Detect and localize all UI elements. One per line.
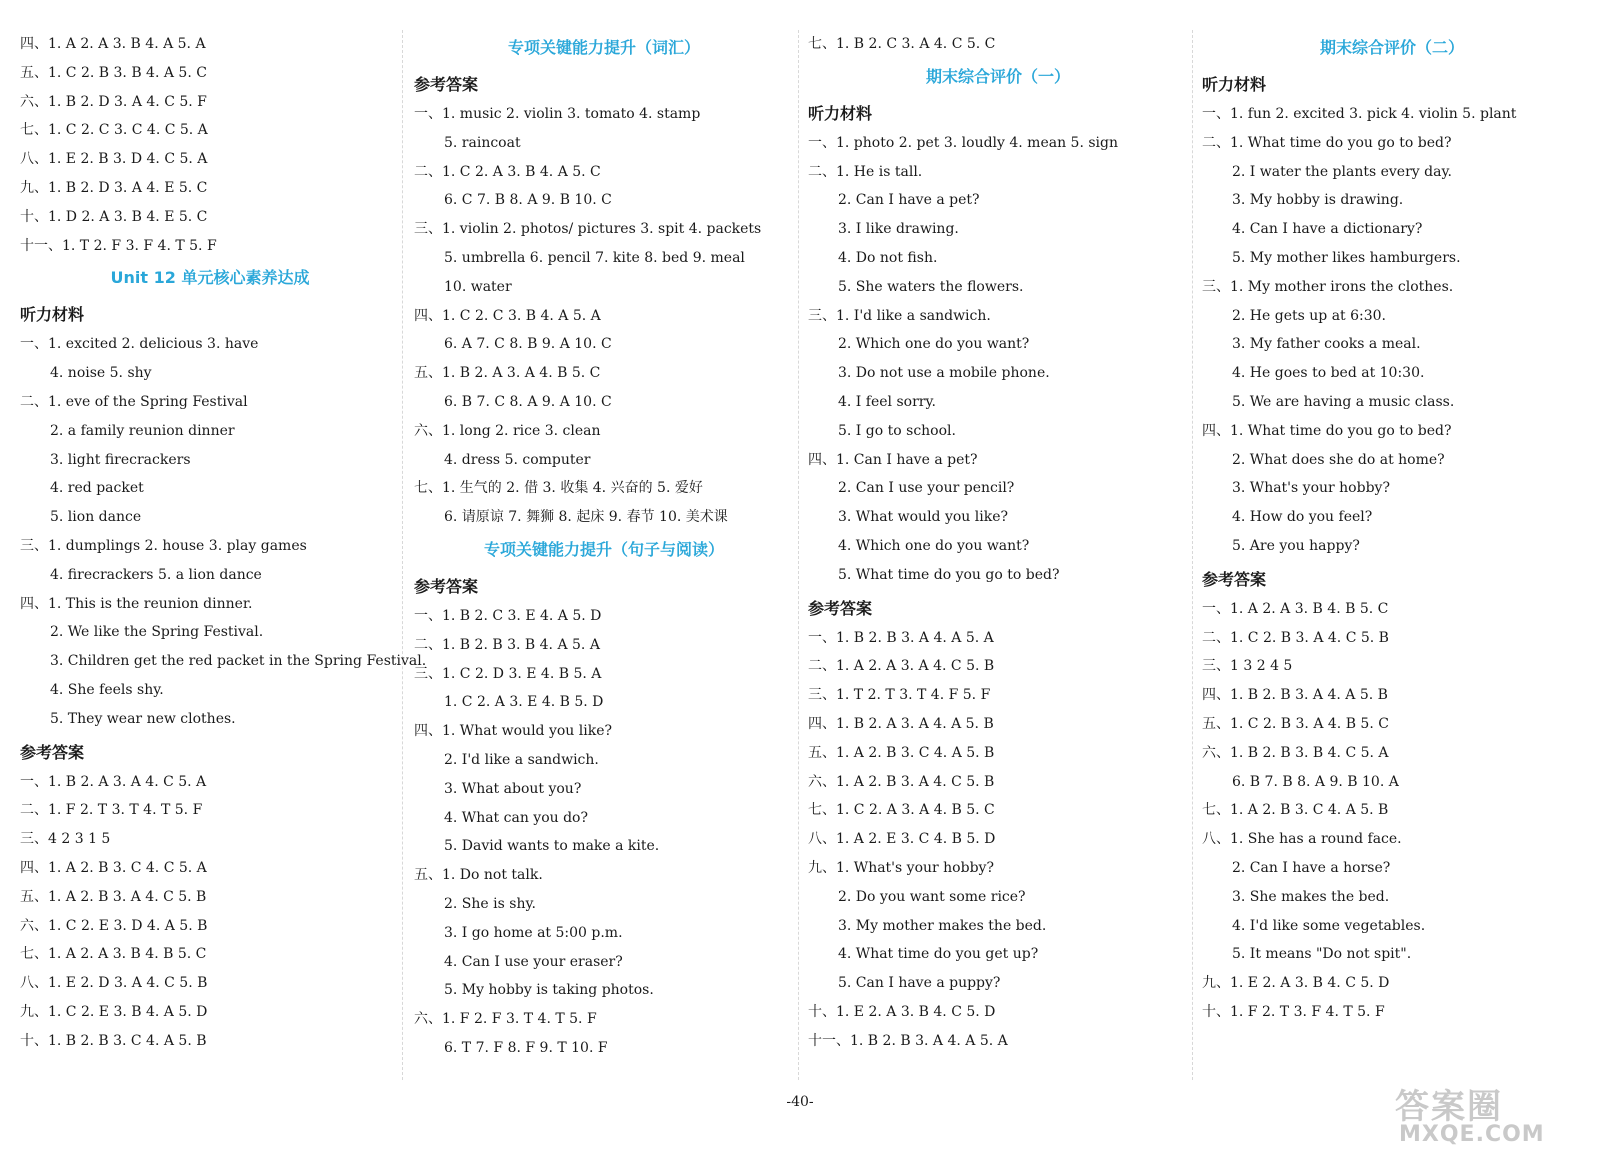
answer-line: 2. Do you want some rice? [838,888,1026,905]
answer-line: 5. We are having a music class. [1232,393,1455,410]
answer-line: 三、4 2 3 1 5 [20,831,111,848]
answer-line: 3. Children get the red packet in the Spring Festival. [50,653,427,670]
answer-line: 4. Do not fish. [838,249,938,266]
answer-line: 五、1. Do not talk. [414,867,543,884]
answer-line: 5. She waters the flowers. [838,278,1024,295]
answer-line: 2. She is shy. [444,895,536,912]
answer-line: 3. light firecrackers [50,451,191,468]
column-3 [808,30,1188,1056]
answer-line: 五、1. B 2. A 3. A 4. B 5. C [414,365,601,382]
listening-heading: 听力材料 [20,305,85,325]
answer-line: 6. A 7. C 8. B 9. A 10. C [444,336,612,353]
answer-line: 3. She makes the bed. [1232,888,1390,905]
answer-line: 5. My hobby is taking photos. [444,982,654,999]
answer-line: 一、1. fun 2. excited 3. pick 4. violin 5. plant [1202,106,1517,122]
answer-line: 6. B 7. C 8. A 9. A 10. C [444,393,612,410]
answers-heading: 参考答案 [414,75,479,94]
answer-line: 十、1. F 2. T 3. F 4. T 5. F [1202,1003,1385,1020]
listening-list [1202,100,1582,561]
answer-line: 4. What time do you get up? [838,946,1039,963]
answer-line: 5. raincoat [444,134,521,151]
answer-line: 六、1. B 2. D 3. A 4. C 5. F [20,93,207,110]
answer-line: 四、1. C 2. C 3. B 4. A 5. A [414,307,601,324]
answer-line: 4. How do you feel? [1232,509,1373,526]
answer-line: 四、1. A 2. B 3. C 4. C 5. A [20,859,207,876]
answer-line: 七、1. B 2. C 3. A 4. C 5. C [808,36,996,52]
answer-line: 一、1. B 2. C 3. E 4. A 5. D [414,607,602,624]
answer-line: 六、1. long 2. rice 3. clean [414,422,601,439]
answer-line: 四、1. What time do you go to bed? [1202,422,1452,439]
answer-line: 4. Which one do you want? [838,537,1030,554]
answers-list [1202,595,1582,1027]
answer-line: 4. I'd like some vegetables. [1232,917,1426,934]
answer-line: 6. T 7. F 8. F 9. T 10. F [444,1039,608,1056]
answer-line: 5. lion dance [50,509,142,526]
answer-line: 十、1. D 2. A 3. B 4. E 5. C [20,208,208,225]
answers-list [20,768,400,1056]
answer-line: 十一、1. T 2. F 3. F 4. T 5. F [20,237,217,254]
answer-line: 4. red packet [50,480,144,497]
vocab-section-title: 专项关键能力提升（词汇） [507,38,700,57]
answer-line: 3. What's your hobby? [1232,480,1390,497]
unit-12-title: Unit 12 单元核心素养达成 [110,268,310,288]
listening-heading: 听力材料 [808,103,873,123]
answer-line: 3. Do not use a mobile phone. [838,365,1050,382]
answer-line: 四、1. B 2. B 3. A 4. A 5. B [1202,687,1388,704]
answer-line: 二、1. B 2. B 3. B 4. A 5. A [414,636,600,653]
answer-line: 5. Are you happy? [1232,537,1360,554]
answer-line: 九、1. E 2. A 3. B 4. C 5. D [1202,975,1390,992]
answer-line: 七、1. A 2. B 3. C 4. A 5. B [1202,802,1389,819]
column-1 [20,30,427,1056]
answer-line: 九、1. B 2. D 3. A 4. E 5. C [20,179,208,196]
answer-line: 2. What does she do at home? [1232,451,1445,468]
answer-line: 6. 请原谅 7. 舞狮 8. 起床 9. 春节 10. 美术课 [444,509,728,526]
answer-line: 二、1. A 2. A 3. A 4. C 5. B [808,658,995,675]
answer-line: 四、1. What would you like? [414,723,612,740]
answer-line: 七、1. C 2. A 3. A 4. B 5. C [808,802,995,819]
answer-line: 三、1. violin 2. photos/ pictures 3. spit 4. packets [414,221,762,238]
answer-line: 2. Can I use your pencil? [838,480,1015,497]
answer-line: 4. dress 5. computer [444,451,591,468]
answer-line: 4. Can I use your eraser? [444,953,623,970]
answer-line: 七、1. 生气的 2. 借 3. 收集 4. 兴奋的 5. 爱好 [414,480,703,497]
answer-line: 3. What about you? [444,780,582,797]
page-number: -40- [786,1094,814,1110]
answer-line: 3. My father cooks a meal. [1232,336,1421,353]
answer-line: 3. My hobby is drawing. [1232,192,1404,209]
answer-line: 5. umbrella 6. pencil 7. kite 8. bed 9. meal [444,249,745,266]
answer-line: 三、1. My mother irons the clothes. [1202,278,1454,295]
answer-line: 2. I water the plants every day. [1232,163,1452,180]
answer-line: 六、1. C 2. E 3. D 4. A 5. B [20,917,208,934]
answer-line: 六、1. B 2. B 3. B 4. C 5. A [1202,744,1389,761]
answer-line: 6. B 7. B 8. A 9. B 10. A [1232,773,1399,790]
column-divider [798,30,799,1080]
answer-line: 二、1. F 2. T 3. T 4. T 5. F [20,802,203,819]
answer-line: 2. a family reunion dinner [50,422,235,439]
answer-line: 4. He goes to bed at 10:30. [1232,365,1425,382]
answer-line: 三、1. I'd like a sandwich. [808,307,991,324]
answer-line: 四、1. Can I have a pet? [808,451,978,468]
answer-line: 五、1. A 2. B 3. C 4. A 5. B [808,744,995,761]
answer-line: 5. I go to school. [838,422,956,439]
answer-line: 四、1. B 2. A 3. A 4. A 5. B [808,715,994,732]
sentence-section-title: 专项关键能力提升（句子与阅读） [483,539,724,559]
answer-line: 三、1 3 2 4 5 [1202,658,1293,675]
answer-line: 四、1. This is the reunion dinner. [20,595,253,612]
answer-line: 3. I go home at 5:00 p.m. [444,924,623,941]
column-4 [1202,30,1582,1027]
answer-line: 二、1. He is tall. [808,163,923,180]
answer-line: 十一、1. B 2. B 3. A 4. A 5. A [808,1032,1008,1049]
answer-line: 二、1. C 2. A 3. B 4. A 5. C [414,163,601,180]
answer-line: 五、1. C 2. B 3. B 4. A 5. C [20,64,207,81]
answer-line: 九、1. C 2. E 3. B 4. A 5. D [20,1003,208,1020]
answer-line: 2. We like the Spring Festival. [50,624,264,641]
exam-2-title: 期末综合评价（二） [1319,38,1464,57]
answer-line: 4. noise 5. shy [50,365,152,382]
answer-line: 4. What can you do? [444,809,588,826]
answers-heading: 参考答案 [808,598,873,618]
answer-line: 十、1. B 2. B 3. C 4. A 5. B [20,1032,207,1049]
answer-line: 5. David wants to make a kite. [444,838,660,855]
answer-line: 4. I feel sorry. [838,393,936,410]
answer-line: 5. They wear new clothes. [50,710,236,727]
answer-line: 一、1. photo 2. pet 3. loudly 4. mean 5. sign [808,134,1119,151]
vocab-answers-list [414,100,794,532]
answer-line: 5. It means "Do not spit". [1232,946,1412,963]
answer-line: 七、1. A 2. A 3. B 4. B 5. C [20,946,207,963]
watermark-logo [1395,1087,1585,1147]
column-divider [1192,30,1193,1080]
watermark-text-en: MXQE.COM [1399,1122,1545,1147]
answer-line: 一、1. music 2. violin 3. tomato 4. stamp [414,106,701,122]
answer-line: 二、1. eve of the Spring Festival [20,393,248,410]
answers-list [808,624,1188,1056]
answer-line: 3. My mother makes the bed. [838,917,1047,934]
answer-line: 三、1. T 2. T 3. T 4. F 5. F [808,687,991,704]
answer-line: 八、1. She has a round face. [1202,831,1402,848]
column-divider [402,30,403,1080]
answer-line: 2. Which one do you want? [838,336,1030,353]
sentence-answers-list [414,602,794,1063]
answer-line: 4. She feels shy. [50,681,164,698]
answer-line: 2. He gets up at 6:30. [1232,307,1386,324]
answers-heading: 参考答案 [20,742,85,762]
answer-line: 4. firecrackers 5. a lion dance [50,566,262,583]
answer-line: 一、1. excited 2. delicious 3. have [20,336,259,353]
answer-line: 2. I'd like a sandwich. [444,751,599,768]
answer-line: 二、1. What time do you go to bed? [1202,134,1452,151]
answer-line: 一、1. B 2. B 3. A 4. A 5. A [808,629,994,646]
answers-heading: 参考答案 [1202,569,1267,589]
answer-line: 5. What time do you go to bed? [838,566,1060,583]
column-2 [414,30,794,1063]
answer-line: 八、1. E 2. B 3. D 4. C 5. A [20,151,208,168]
answer-line: 6. C 7. B 8. A 9. B 10. C [444,192,612,209]
answer-line: 六、1. F 2. F 3. T 4. T 5. F [414,1011,597,1028]
answer-line: 三、1. C 2. D 3. E 4. B 5. A [414,665,602,682]
answers-heading: 参考答案 [414,576,479,596]
answer-line: 七、1. C 2. C 3. C 4. C 5. A [20,122,208,139]
answer-line: 八、1. A 2. E 3. C 4. B 5. D [808,831,996,848]
watermark-text-cn: 答案圈 [1395,1087,1503,1127]
answer-line: 五、1. C 2. B 3. A 4. B 5. C [1202,715,1389,732]
answer-line: 5. Can I have a puppy? [838,975,1001,992]
answer-line: 3. I like drawing. [838,221,959,238]
answer-line: 四、1. A 2. A 3. B 4. A 5. A [20,36,206,52]
answer-line: 十、1. E 2. A 3. B 4. C 5. D [808,1003,996,1020]
answer-line: 4. Can I have a dictionary? [1232,221,1423,238]
answer-line: 五、1. A 2. B 3. A 4. C 5. B [20,888,207,905]
listening-heading: 听力材料 [1202,75,1267,94]
answer-line: 二、1. C 2. B 3. A 4. C 5. B [1202,629,1389,646]
answer-block-continued [20,30,400,260]
answer-line: 3. What would you like? [838,509,1008,526]
exam-1-title: 期末综合评价（一） [925,66,1070,86]
answer-line: 六、1. A 2. B 3. A 4. C 5. B [808,773,995,790]
answer-line: 三、1. dumplings 2. house 3. play games [20,537,307,554]
answer-line: 一、1. A 2. A 3. B 4. B 5. C [1202,600,1389,617]
answer-line: 八、1. E 2. D 3. A 4. C 5. B [20,975,208,992]
answer-line: 一、1. B 2. A 3. A 4. C 5. A [20,773,207,790]
answer-line: 5. My mother likes hamburgers. [1232,249,1461,266]
answer-line: 1. C 2. A 3. E 4. B 5. D [444,694,604,711]
listening-list [20,330,427,733]
answer-line: 九、1. What's your hobby? [808,859,994,876]
answer-line: 2. Can I have a pet? [838,192,980,209]
answer-line: 2. Can I have a horse? [1232,859,1391,876]
listening-list [808,129,1188,590]
answer-line: 10. water [444,278,512,295]
